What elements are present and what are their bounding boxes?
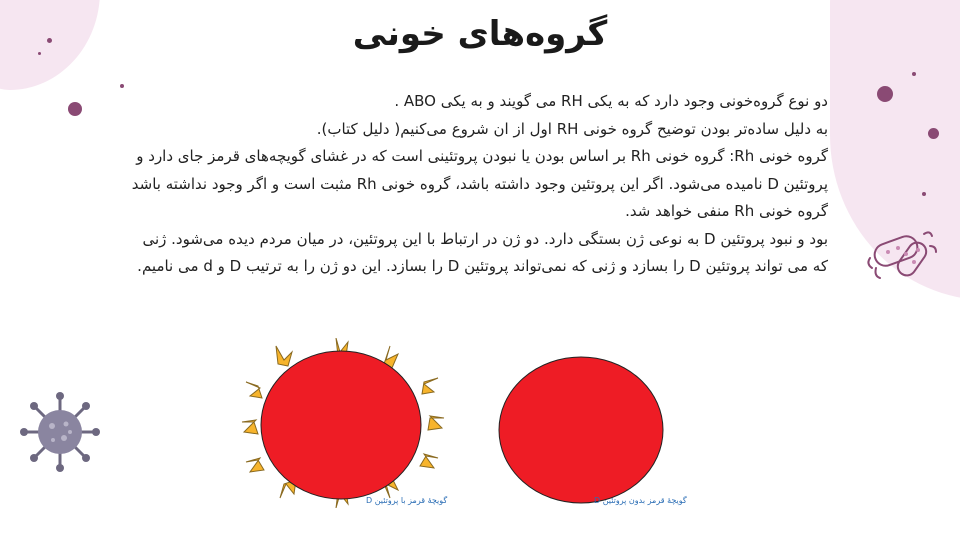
red-cell-with-protein-illustration [240,338,448,508]
caption-cell-without-protein: گویچهٔ قرمز بدون پروتئین D [594,496,687,505]
paragraph: به دلیل ساده‌تر بودن توضیح گروه خونی RH اول از ان شروع می‌کنیم( دلیل کتاب). [316,119,828,138]
paragraph: گروه خونی Rh: گروه خونی Rh بر اساس بودن یا نبودن پروتئینی است که در غشای گویچه‌های قرمز جای دارد و پروتئین D نامیده می‌شود. اگر این پروتئین وجود داشته باشد، گروه خونی Rh مثبت است و اگر وجود نداشته باشد گروه خونی Rh منفی خواهد شد. [131,147,828,220]
decor-dot [928,128,939,139]
decor-dot [68,102,82,116]
paragraph: دو نوع گروه‌خونی وجود دارد که به یکی RH می گویند و به یکی ABO . [394,92,828,110]
caption-cell-with-protein: گویچهٔ قرمز با پروتئین D [366,496,448,505]
page-title: گروه‌های خونی [352,14,608,54]
decor-dot [922,192,926,196]
virus-icon [20,392,100,472]
paragraph: بود و نبود پروتئین D به نوعی ژن بستگی دارد. دو ژن در ارتباط با این پروتئین، در میان مردم دیده می‌شود. ژنی که می تواند پروتئین D را بسازد و ژنی که نمی‌تواند پروتئین D را بسازد. این دو ژن را به ترتیب D و d می نامیم. [137,229,828,275]
body-text [128,88,828,281]
decor-dot [877,86,893,102]
bacteria-icon [866,228,938,284]
decor-dot [912,72,916,76]
red-cell-without-protein-illustration [497,355,665,505]
decor-dot [120,84,124,88]
